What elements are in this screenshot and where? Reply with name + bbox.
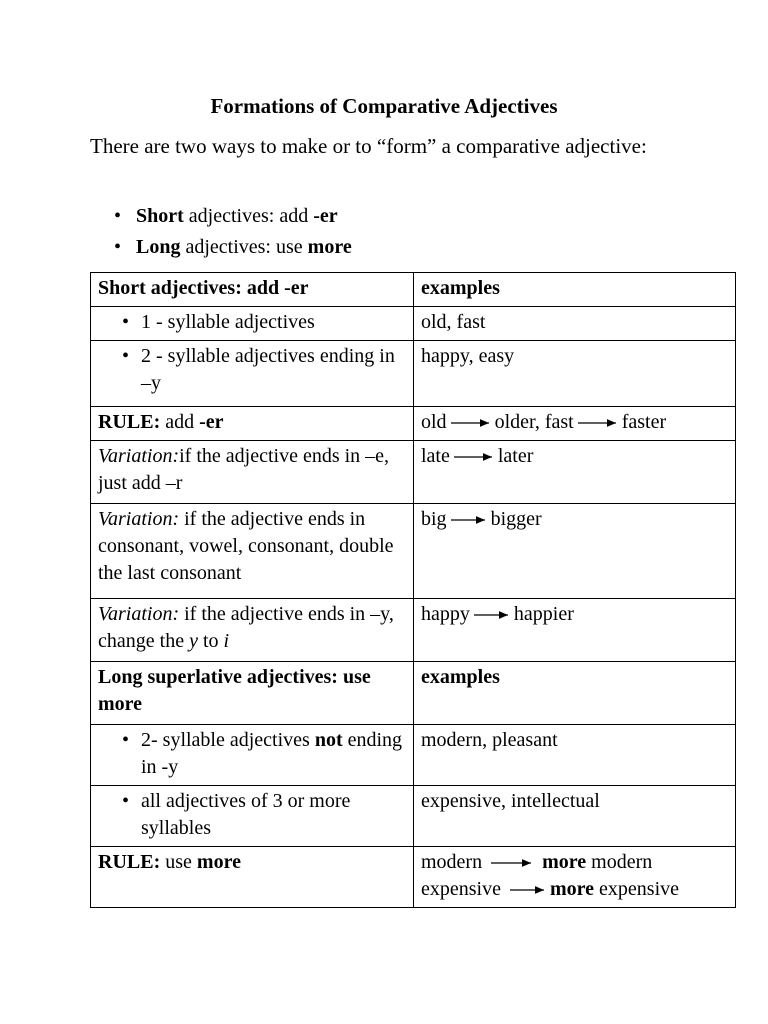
table-row	[91, 847, 736, 908]
bullet-text: adjectives: add	[183, 205, 314, 227]
rule-text: 2- syllable adjectives	[141, 729, 315, 751]
example-to: bigger	[490, 508, 542, 530]
table-row	[91, 504, 736, 599]
rule-label: RULE:	[98, 411, 161, 433]
example-from: expensive	[421, 878, 501, 900]
example-to: expensive	[594, 878, 680, 900]
variation-text: if the adjective ends in –y, change the	[98, 603, 394, 652]
example-to: older, fast	[494, 411, 574, 433]
variation-y: y	[189, 630, 198, 652]
long-header-cell	[91, 662, 414, 725]
rule-cell	[91, 341, 414, 407]
example-cell	[414, 441, 736, 504]
intro-paragraph: There are two ways to make or to “form” a comparative adjective:	[90, 134, 647, 158]
right-arrow-icon	[452, 452, 496, 462]
rule-cell	[91, 441, 414, 504]
rule-text: add	[160, 411, 200, 433]
examples-header-cell	[414, 662, 736, 725]
bullet-dot-icon: •	[122, 729, 130, 751]
examples-header: examples	[421, 666, 500, 688]
rule-cell	[91, 504, 414, 599]
bullet-list	[110, 202, 352, 264]
rule-bold: -er	[199, 411, 224, 433]
examples-header-cell	[414, 273, 736, 307]
bullet-strong: Long	[136, 236, 181, 258]
example-cell	[414, 504, 736, 599]
rule-text: 1 - syllable adjectives	[141, 311, 315, 333]
variation-label: Variation:	[98, 445, 180, 467]
example-from: late	[421, 445, 450, 467]
long-header: Long superlative adjectives: use more	[98, 666, 371, 715]
bullet-dot-icon: •	[114, 205, 122, 227]
bullet-strong: Short	[136, 205, 184, 227]
rule-cell	[91, 725, 414, 786]
short-header-cell	[91, 273, 414, 307]
right-arrow-icon	[489, 858, 535, 868]
right-arrow-icon	[449, 418, 493, 428]
bullet-dot-icon: •	[122, 345, 130, 367]
example-from: old	[421, 411, 447, 433]
bullet-dot-icon: •	[114, 236, 122, 258]
right-arrow-icon	[508, 885, 548, 895]
bullet-end: -er	[313, 205, 338, 227]
table-row	[91, 407, 736, 441]
variation-text: if the adjective ends in –e, just add –r	[98, 445, 390, 494]
short-header: Short adjectives: add -er	[98, 277, 309, 299]
example-from: happy	[421, 603, 470, 625]
bullet-dot-icon: •	[122, 311, 130, 333]
rule-bold: more	[196, 851, 241, 873]
rule-bold: not	[314, 729, 343, 751]
example-line	[421, 876, 728, 903]
rule-text: ending in -y	[141, 729, 403, 778]
rule-cell	[91, 847, 414, 908]
example-cell	[414, 599, 736, 662]
bullet-dot-icon: •	[122, 790, 130, 812]
example-line	[421, 849, 728, 876]
variation-text: if the adjective ends in consonant, vowel, consonant, double the last consonant	[98, 508, 394, 584]
rule-cell	[91, 599, 414, 662]
right-arrow-icon	[449, 515, 489, 525]
bullet-short	[110, 202, 352, 233]
bullet-text: adjectives: use	[180, 236, 308, 258]
variation-label: Variation:	[98, 603, 180, 625]
rule-text: all adjectives of 3 or more syllables	[141, 790, 351, 839]
bullet-long	[110, 233, 352, 264]
example-cell	[414, 407, 736, 441]
table-row	[91, 273, 736, 307]
example-cell: modern, pleasant	[414, 725, 736, 786]
variation-text: to	[197, 630, 224, 652]
example-cell: expensive, intellectual	[414, 786, 736, 847]
page-title: Formations of Comparative Adjectives	[210, 94, 558, 118]
example-from: big	[421, 508, 447, 530]
table-row	[91, 441, 736, 504]
table-row	[91, 662, 736, 725]
table-row	[91, 307, 736, 341]
rule-text: 2 - syllable adjectives ending in –y	[141, 345, 395, 394]
example-from: modern	[421, 851, 483, 873]
rule-cell	[91, 786, 414, 847]
examples-header: examples	[421, 277, 500, 299]
example-cell	[414, 847, 736, 908]
comparative-table	[90, 272, 736, 908]
table-row	[91, 341, 736, 407]
example-more: more	[542, 851, 587, 873]
rule-cell	[91, 407, 414, 441]
rule-label: RULE:	[98, 851, 161, 873]
variation-label: Variation:	[98, 508, 180, 530]
rule-text: use	[160, 851, 197, 873]
example-to: happier	[513, 603, 574, 625]
example-cell: old, fast	[414, 307, 736, 341]
table-row	[91, 725, 736, 786]
bullet-end: more	[307, 236, 352, 258]
example-to: faster	[621, 411, 667, 433]
variation-i: i	[223, 630, 230, 652]
right-arrow-icon	[576, 418, 620, 428]
table-row	[91, 599, 736, 662]
example-cell: happy, easy	[414, 341, 736, 407]
example-to: later	[497, 445, 534, 467]
table-row	[91, 786, 736, 847]
rule-cell	[91, 307, 414, 341]
example-more: more	[549, 878, 595, 900]
right-arrow-icon	[472, 610, 512, 620]
example-to: modern	[586, 851, 653, 873]
